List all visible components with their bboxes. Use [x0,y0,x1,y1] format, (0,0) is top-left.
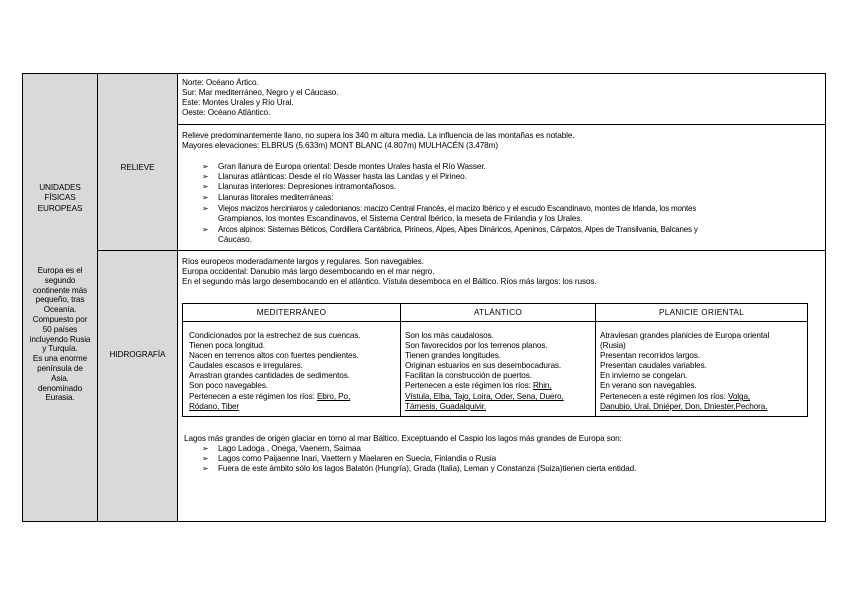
arrow-bullet-icon: ➢ [202,454,209,463]
cell-line: Nacen en terrenos altos con fuertes pendientes. [189,351,359,360]
col-header-mediterraneo: MEDITERRÁNEO [256,308,327,317]
relieve-item: Arcos alpinos: Sistemas Béticos, Cordillera Cantábrica, Pirineos, Alpes, Alpes Dináricos, Apeninos, Cárpatos, Alpes de Transilvania, Balcanes y [218,225,698,234]
rivers-prefix: Pertenecen a este régimen los ríos: [189,392,317,401]
arrow-bullet-icon: ➢ [202,193,209,202]
arrow-bullet-icon: ➢ [202,204,209,213]
cell-line: Condicionados por la estrechez de sus cuencas. [189,331,361,340]
relieve-label: RELIEVE [120,163,155,172]
desc-line: denominado [37,383,83,393]
label-column [98,74,177,521]
lake-item: Fuera de este ámbito sólo los lagos Balatón (Hungría), Grada (Italia), Leman y Constanza (Suiza)tienen cierta entidad. [218,464,637,473]
arrow-bullet-icon: ➢ [202,162,209,171]
lakes-intro: Lagos más grandes de origen glaciar en torno al mar Báltico. Exceptuando el Caspio los lagos más grandes de Europa son: [184,434,622,443]
lake-item: Lagos como Paijaenne Inari, Vaettern y Maelaren en Suecia, Finlandia o Rusia [218,454,497,463]
desc-line: Asia. [51,373,69,383]
desc-line: 50 países [42,324,78,334]
desc-line: Eurasia. [45,393,75,403]
cell-line [405,381,552,391]
arrow-bullet-icon: ➢ [202,182,209,191]
limit-west: Oeste: Océano Atlántico. [182,108,271,117]
divider [178,124,826,125]
desc-line: y Turquía. [42,344,78,354]
desc-line: continente más [32,285,88,295]
col-header-atlantico: ATLÁNTICO [473,308,523,317]
relieve-item-cont: Grampianos, los montes Escandinavos, el Sistema Central Ibérico, la meseta de Finlandia y los Urales. [218,214,583,223]
relieve-item: Llanuras interiores: Depresiones intramontañosos. [218,182,397,191]
cell-line: En verano son navegables. [600,381,697,390]
cell-line: (Rusia) [600,341,626,350]
cell-line: Atraviesan grandes planicies de Europa oriental [600,331,770,340]
relieve-item-cont: Cáucaso. [218,235,252,244]
cell-line: Arrastran grandes cantidades de sedimentos. [189,371,350,380]
cell-line [600,392,750,402]
hidro-line: Europa occidental: Danubio más largo desembocando en el mar negro. [182,267,435,276]
divider [183,321,807,322]
arrow-bullet-icon: ➢ [202,172,209,181]
desc-line: Europa es el [37,266,83,275]
cell-line: Son poco navegables. [189,381,269,390]
cell-line: Originan estuarios en sus desembocaduras. [405,361,562,370]
title-line: EUROPEAS [37,203,83,213]
arrow-bullet-icon: ➢ [202,444,209,453]
relieve-elevations: Mayores elevaciones: ELBRUS (5.633m) MONT BLANC (4.807m) MULHACÉN (3.478m) [182,141,498,150]
rivers-list: Ebro, Po, [316,392,351,401]
limit-east: Este: Montes Urales y Río Ural. [182,98,294,107]
limit-north: Norte: Océano Ártico. [182,78,259,87]
desc-line: Oceanía. [43,305,77,315]
divider [595,304,596,416]
cell-line: Son los más caudalosos. [405,331,494,340]
desc-line: pequeño, tras [35,295,85,305]
cell-line: Tienen grandes longitudes. [405,351,501,360]
rivers-list: Rhin, [532,381,552,390]
desc-line: Es una enorme [32,354,88,364]
desc-line: península de [37,363,83,373]
rivers-prefix: Pertenecen a este régimen los ríos: [405,381,533,390]
cell-line: Presentan recorridos largos. [600,351,701,360]
hidro-line: Ríos europeos moderadamente largos y regulares. Son navegables. [182,257,424,266]
lake-item: Lago Ladoga , Onega, Vaenern, Saimaa [218,444,361,453]
title-line: UNIDADES [39,183,81,192]
cell-line: Son favorecidos por los terrenos planos. [405,341,548,350]
relieve-item: Gran llanura de Europa oriental: Desde montes Urales hasta el Río Wasser. [218,162,486,171]
rivers-list: Ródano, Tiber [189,402,240,411]
cell-line: Tienen poca longitud. [189,341,265,350]
europe-description [23,266,97,403]
relieve-item: Viejos macizos herciniaros y caledonianos: macizo Central Francés, el macizo Ibérico y el escudo Escandinavo, montes de Irlanda, los montes [218,204,697,213]
desc-line: incluyendo Rusia [29,334,91,344]
section-title [23,183,97,214]
hidrografia-label: HIDROGRAFÍA [109,350,166,359]
relieve-intro: Relieve predominantemente llano, no supera los 340 m altura media. La influencia de las montañas es notable. [182,131,575,140]
hidro-line: En el segundo más largo desembocando en el atlántico. Vístula desemboca en el Báltico. Ríos más largos: los rusos. [182,277,597,286]
relieve-item: Llanuras litorales mediterráneas: [218,193,334,202]
cell-line: Presentan caudales variables. [600,361,707,370]
rivers-prefix: Pertenecen a este régimen los ríos: [600,392,728,401]
relieve-item: Llanuras atlánticas: Desde el río Wasser hasta las Landas y el Pirineo. [218,172,467,181]
rivers-list: Támesis, Guadalquivir. [405,402,487,411]
cell-line: Caudales escasos e irregulares. [189,361,303,370]
divider [98,250,826,251]
divider [177,74,178,521]
divider [400,304,401,416]
col-header-planicie: PLANICIE ORIENTAL [658,308,745,317]
cell-line: Facilitan la construcción de puertos. [405,371,532,380]
rivers-list: Vístula, Elba, Tajo, Loira, Oder, Sena, Duero, [405,392,564,401]
arrow-bullet-icon: ➢ [202,464,209,473]
desc-line: Compuesto por [32,314,88,324]
rivers-list: Danubio, Ural, Dniéper, Don, Dniester,Pechora. [600,402,768,411]
desc-line: segundo [44,275,76,285]
title-line: FÍSICAS [44,193,76,203]
rivers-list: Volga, [727,392,751,401]
cell-line [189,392,350,402]
limit-south: Sur: Mar mediterráneo, Negro y el Cáucaso. [182,88,339,97]
cell-line: En invierno se congelan. [600,371,688,380]
arrow-bullet-icon: ➢ [202,225,209,234]
